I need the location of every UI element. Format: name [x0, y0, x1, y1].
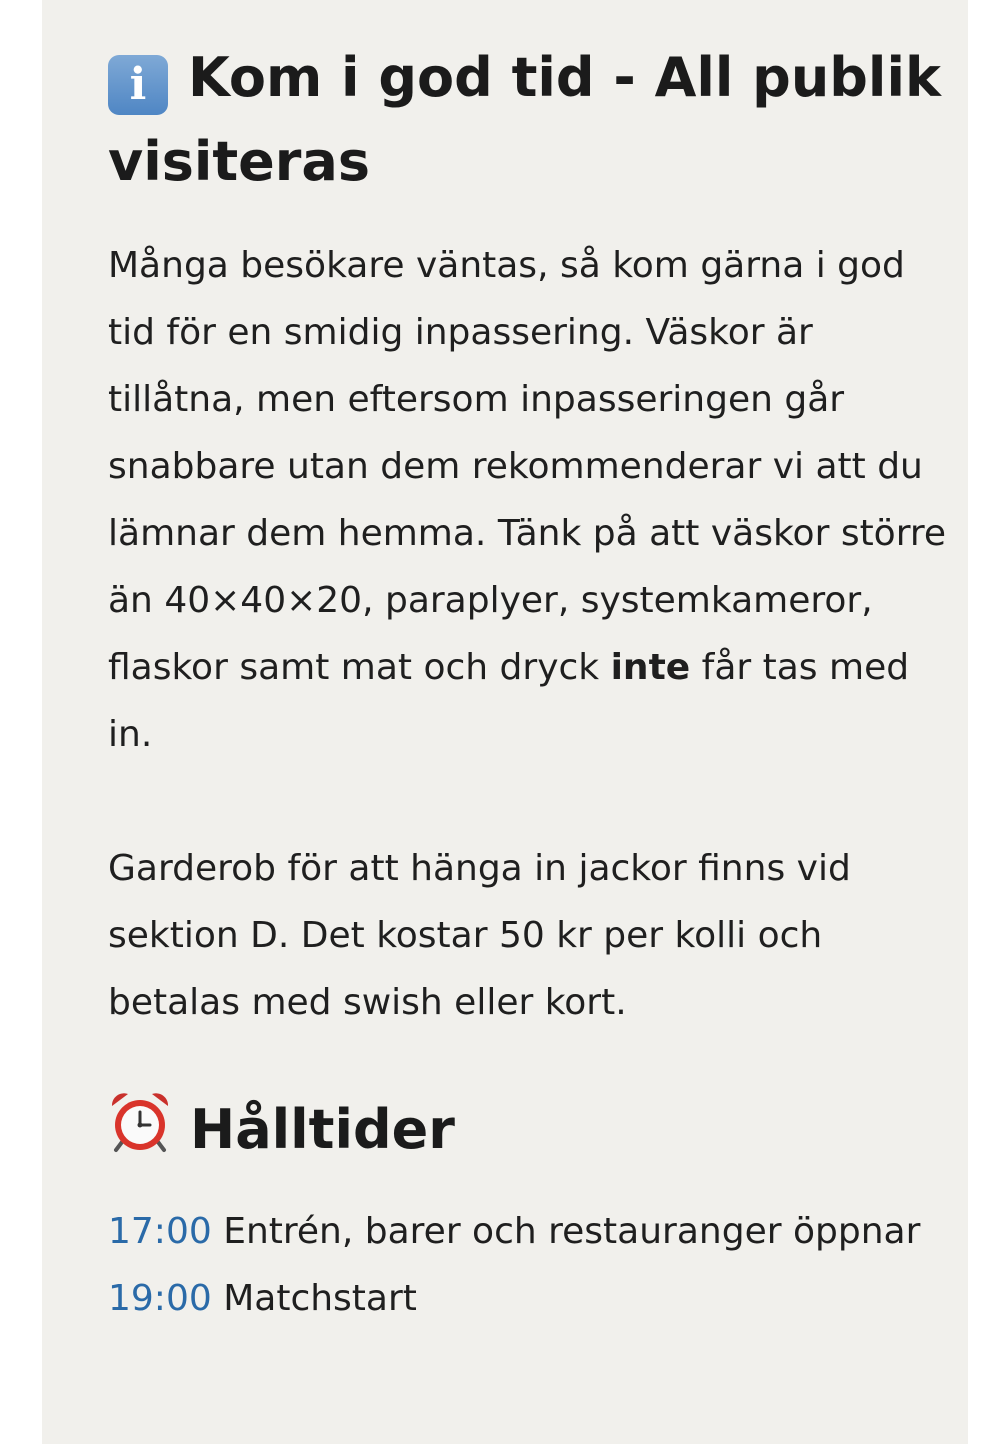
schedule-list: [108, 1198, 948, 1332]
info-paragraph-end: får tas med in.: [108, 647, 910, 755]
info-heading: [108, 36, 948, 204]
page: [42, 0, 968, 1444]
schedule-item: [108, 1265, 948, 1332]
schedule-item: [108, 1198, 948, 1265]
info-paragraph-bold: inte: [610, 647, 691, 688]
info-paragraph: [108, 232, 948, 768]
wardrobe-paragraph: Garderob för att hänga in jackor finns vid sektion D. Det kostar 50 kr per kolli och betalas med swish eller kort.: [108, 848, 851, 1023]
info-heading-text: Kom i god tid - All publik visiteras: [108, 46, 941, 193]
times-heading: [108, 1088, 948, 1172]
schedule-time: 17:00: [108, 1211, 212, 1252]
information-icon: i: [108, 55, 168, 115]
content: [108, 36, 948, 1332]
schedule-time: 19:00: [108, 1278, 212, 1319]
times-heading-text: Hålltider: [190, 1098, 455, 1161]
schedule-text: Matchstart: [223, 1278, 417, 1319]
alarm-clock-icon: [108, 1090, 172, 1154]
schedule-text: Entrén, barer och restauranger öppnar: [223, 1211, 921, 1252]
info-paragraph-text: Många besökare väntas, så kom gärna i god tid för en smidig inpassering. Väskor är tillåtna, men eftersom inpasseringen går snabbare utan dem rekommenderar vi att du lämnar dem hemma. Tänk på att väskor större än 40×40×20, paraplyer, systemkameror, flaskor samt mat och dryck: [108, 245, 947, 688]
